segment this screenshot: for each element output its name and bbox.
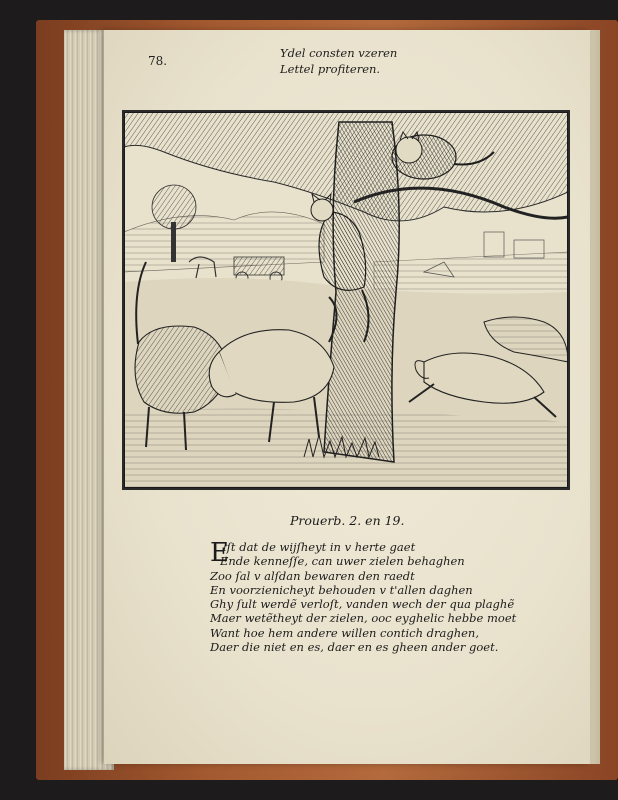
- drop-capital: E: [210, 538, 229, 568]
- motto: [280, 45, 450, 77]
- poem-line-7: Want hoe hem andere willen contich draghen,: [210, 625, 479, 640]
- poem-line-1: lſt dat de wijſheyt in v herte gaet: [223, 540, 416, 554]
- poem-line-6: Maer wetẽtheyt der zielen, ooc eyghelic hebbe moet: [210, 611, 517, 626]
- motto-line-1: Ydel consten vzeren: [280, 46, 398, 60]
- page-number: 78.: [148, 54, 168, 68]
- engraving-illustration: [122, 110, 570, 490]
- poem-line-3: Zoo ſal v alſdan bewaren den raedt: [210, 568, 415, 583]
- motto-line-2: Lettel profiteren.: [280, 62, 381, 76]
- scripture-reference: Prouerb. 2. en 19.: [290, 513, 405, 528]
- poem-line-4: En voorzienicheyt behouden v t'allen daghen: [210, 582, 473, 597]
- poem-line-8: Daer die niet en es, daer en es gheen ander goet.: [210, 640, 499, 655]
- poem-line-2: Ende kenneſſe, can uwer zielen behaghen: [220, 554, 465, 569]
- poem: [210, 540, 550, 654]
- poem-line-5: Ghy ſult werdẽ verloſt, vanden wech der qua plaghẽ: [210, 597, 515, 612]
